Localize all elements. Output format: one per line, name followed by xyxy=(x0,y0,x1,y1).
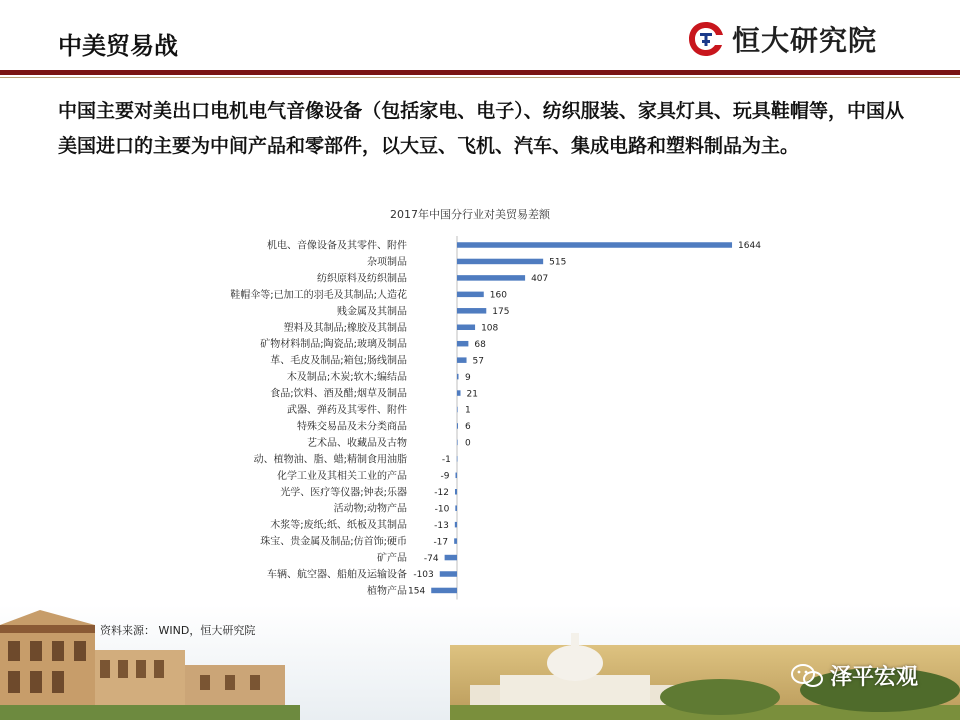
logo-text: 恒大研究院 xyxy=(732,24,878,57)
category-label-9: 食品;饮料、酒及醋;烟草及制品 xyxy=(270,388,407,400)
watermark xyxy=(790,660,918,691)
bar-12 xyxy=(457,440,458,446)
category-label-5: 塑料及其制品;橡胶及其制品 xyxy=(283,322,407,334)
bar-18 xyxy=(454,538,457,544)
category-label-6: 矿物材料制品;陶瓷品;玻璃及制品 xyxy=(260,339,407,351)
category-label-4: 贱金属及其制品 xyxy=(337,306,407,318)
value-label-13: -1 xyxy=(441,455,451,466)
chart-title: 2017年中国分行业对美贸易差额 xyxy=(390,208,550,221)
category-label-19: 矿产品 xyxy=(377,553,407,565)
value-label-19: -74 xyxy=(423,553,439,564)
wechat-icon xyxy=(790,663,824,689)
value-label-9: 21 xyxy=(466,389,478,400)
bar-19 xyxy=(445,555,457,561)
bar-20 xyxy=(440,571,457,577)
category-label-0: 机电、音像设备及其零件、附件 xyxy=(267,240,407,252)
value-label-11: 6 xyxy=(465,422,471,433)
page-title: 中美贸易战 xyxy=(58,32,178,60)
value-label-8: 9 xyxy=(465,372,471,383)
category-label-2: 纺织原料及纺织制品 xyxy=(317,273,407,285)
value-label-16: -10 xyxy=(434,504,450,515)
logo xyxy=(686,18,877,60)
bar-5 xyxy=(457,325,475,331)
category-label-7: 革、毛皮及制品;箱包;肠线制品 xyxy=(270,355,407,367)
header-divider-thin xyxy=(0,77,960,78)
category-label-16: 活动物;动物产品 xyxy=(333,503,407,515)
bar-6 xyxy=(457,341,468,347)
value-label-10: 1 xyxy=(465,405,471,416)
category-label-21: 植物产品 xyxy=(367,585,407,597)
watermark-text: 泽平宏观 xyxy=(830,665,919,690)
category-label-13: 动、植物油、脂、蜡;精制食用油脂 xyxy=(253,454,407,466)
value-label-20: -103 xyxy=(413,570,434,581)
value-label-15: -12 xyxy=(434,487,449,498)
logo-icon xyxy=(686,19,726,59)
bar-1 xyxy=(457,259,543,265)
bar-14 xyxy=(455,473,457,479)
bar-9 xyxy=(457,390,461,396)
bar-13 xyxy=(457,456,458,462)
category-label-17: 木浆等;废纸;纸、纸板及其制品 xyxy=(270,520,407,532)
category-label-10: 武器、弹药及其零件、附件 xyxy=(287,405,407,416)
bar-7 xyxy=(457,357,467,363)
category-label-1: 杂项制品 xyxy=(367,256,407,268)
value-label-2: 407 xyxy=(531,274,549,285)
value-label-3: 160 xyxy=(489,290,507,301)
bar-15 xyxy=(455,489,457,495)
summary-paragraph: 中国主要对美出口电机电气音像设备（包括家电、电子）、纺织服装、家具灯具、玩具鞋帽等，中国从美国进口的主要为中间产品和零部件，以大豆、飞机、汽车、集成电路和塑料制品为主。 xyxy=(58,100,904,157)
bar-10 xyxy=(457,407,458,413)
value-label-6: 68 xyxy=(474,339,486,350)
trade-balance-chart xyxy=(0,200,960,605)
category-label-3: 鞋帽伞等;已加工的羽毛及其制品;人造花 xyxy=(230,289,407,301)
header-divider xyxy=(0,70,960,75)
bar-17 xyxy=(455,522,457,528)
value-label-5: 108 xyxy=(481,323,499,334)
value-label-0: 1644 xyxy=(738,241,761,252)
bar-21 xyxy=(431,588,457,594)
category-label-18: 珠宝、贵金属及制品;仿首饰;硬币 xyxy=(260,536,407,548)
category-label-11: 特殊交易品及未分类商品 xyxy=(297,421,407,433)
value-label-1: 515 xyxy=(549,257,567,268)
bar-2 xyxy=(457,275,525,281)
source-note: 资料来源： WIND，恒大研究院 xyxy=(100,624,256,637)
value-label-14: -9 xyxy=(440,471,450,482)
category-label-14: 化学工业及其相关工业的产品 xyxy=(277,470,407,482)
category-label-20: 车辆、航空器、船舶及运输设备 xyxy=(267,569,407,581)
value-label-18: -17 xyxy=(433,537,449,548)
value-label-7: 57 xyxy=(472,356,484,367)
category-label-15: 光学、医疗等仪器;钟表;乐器 xyxy=(280,487,407,499)
bar-16 xyxy=(455,505,457,511)
value-label-17: -13 xyxy=(434,520,449,531)
category-label-8: 木及制品;木炭;软木;编结品 xyxy=(286,372,407,384)
value-label-4: 175 xyxy=(492,307,510,317)
value-label-21: 154 xyxy=(408,586,426,597)
bar-11 xyxy=(457,423,458,429)
bar-3 xyxy=(457,292,484,298)
bar-4 xyxy=(457,308,486,314)
value-label-12: 0 xyxy=(465,438,471,449)
category-label-12: 艺术品、收藏品及古物 xyxy=(307,437,407,449)
bar-8 xyxy=(457,374,459,380)
bar-0 xyxy=(457,242,732,248)
